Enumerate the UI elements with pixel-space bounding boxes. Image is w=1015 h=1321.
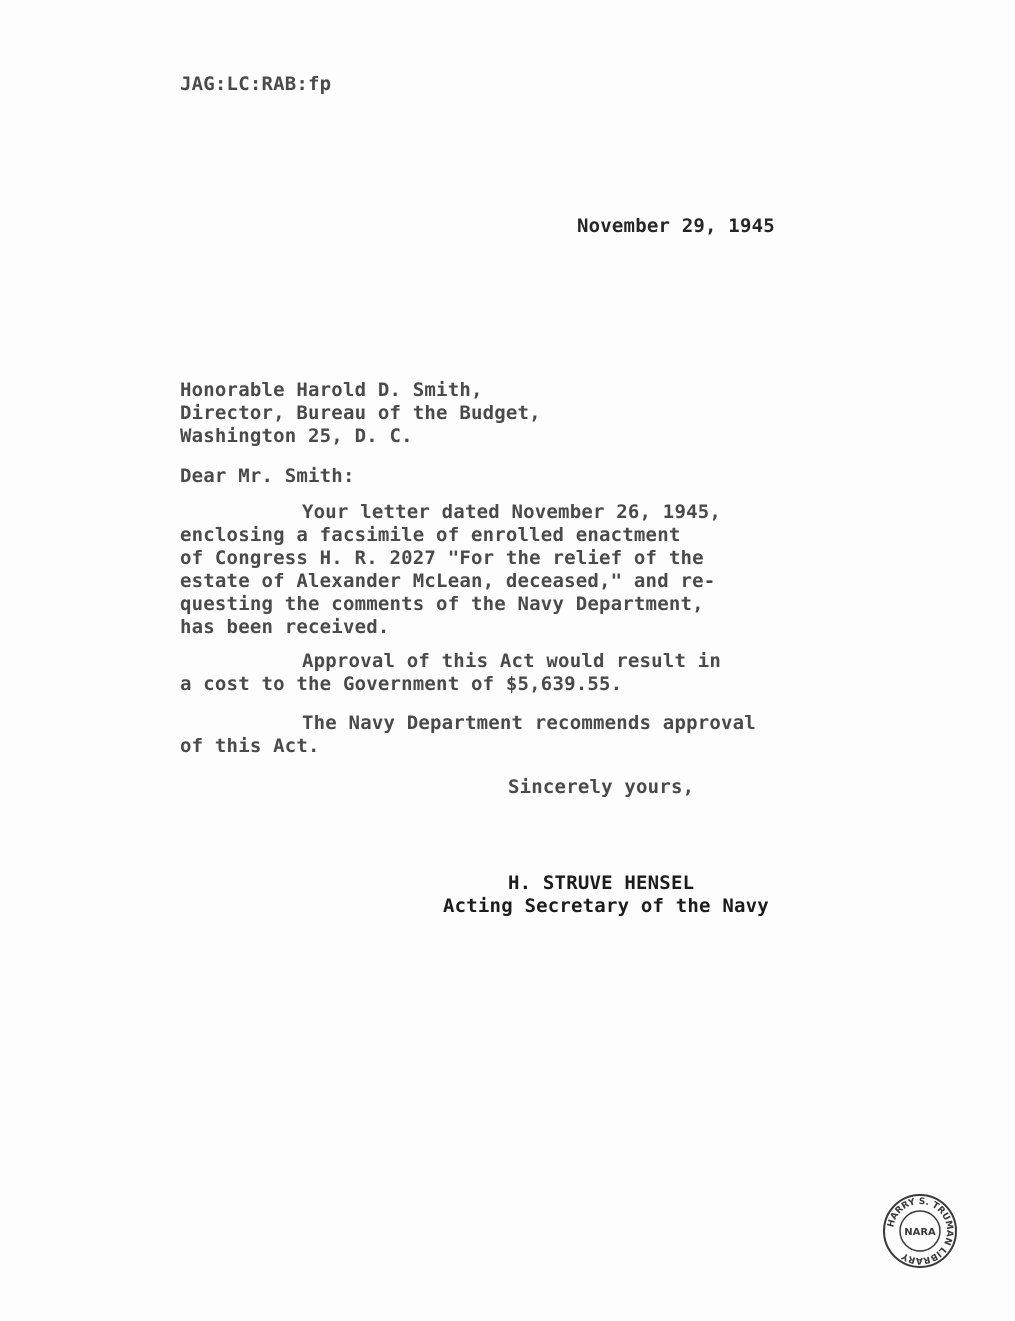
body-p1-line-3: of Congress H. R. 2027 "For the relief of the <box>180 547 704 569</box>
body-p3-line-1: The Navy Department recommends approval <box>302 712 756 734</box>
signer-name: H. STRUVE HENSEL <box>508 872 695 894</box>
body-p2-line-1: Approval of this Act would result in <box>302 650 722 672</box>
signer-title: Acting Secretary of the Navy <box>443 895 769 917</box>
addressee-line-3: Washington 25, D. C. <box>180 425 413 447</box>
body-p3-line-2: of this Act. <box>180 735 320 757</box>
body-p1-line-2: enclosing a facsimile of enrolled enactment <box>180 524 681 546</box>
closing: Sincerely yours, <box>508 776 695 798</box>
truman-library-stamp-icon <box>882 1193 958 1269</box>
reference-code: JAG:LC:RAB:fp <box>180 73 332 95</box>
salutation: Dear Mr. Smith: <box>180 465 355 487</box>
body-p1-line-1: Your letter dated November 26, 1945, <box>302 501 722 523</box>
body-p1-line-4: estate of Alexander McLean, deceased," and re- <box>180 570 716 592</box>
letter-date: November 29, 1945 <box>577 215 775 237</box>
addressee-line-2: Director, Bureau of the Budget, <box>180 402 541 424</box>
addressee-line-1: Honorable Harold D. Smith, <box>180 379 483 401</box>
body-p1-line-6: has been received. <box>180 616 390 638</box>
body-p1-line-5: questing the comments of the Navy Department, <box>180 593 704 615</box>
stamp-center-text: NARA <box>904 1227 936 1238</box>
stamp-text: HARRY S. TRUMAN LIBRARY <box>886 1196 955 1266</box>
body-p2-line-2: a cost to the Government of $5,639.55. <box>180 673 623 695</box>
